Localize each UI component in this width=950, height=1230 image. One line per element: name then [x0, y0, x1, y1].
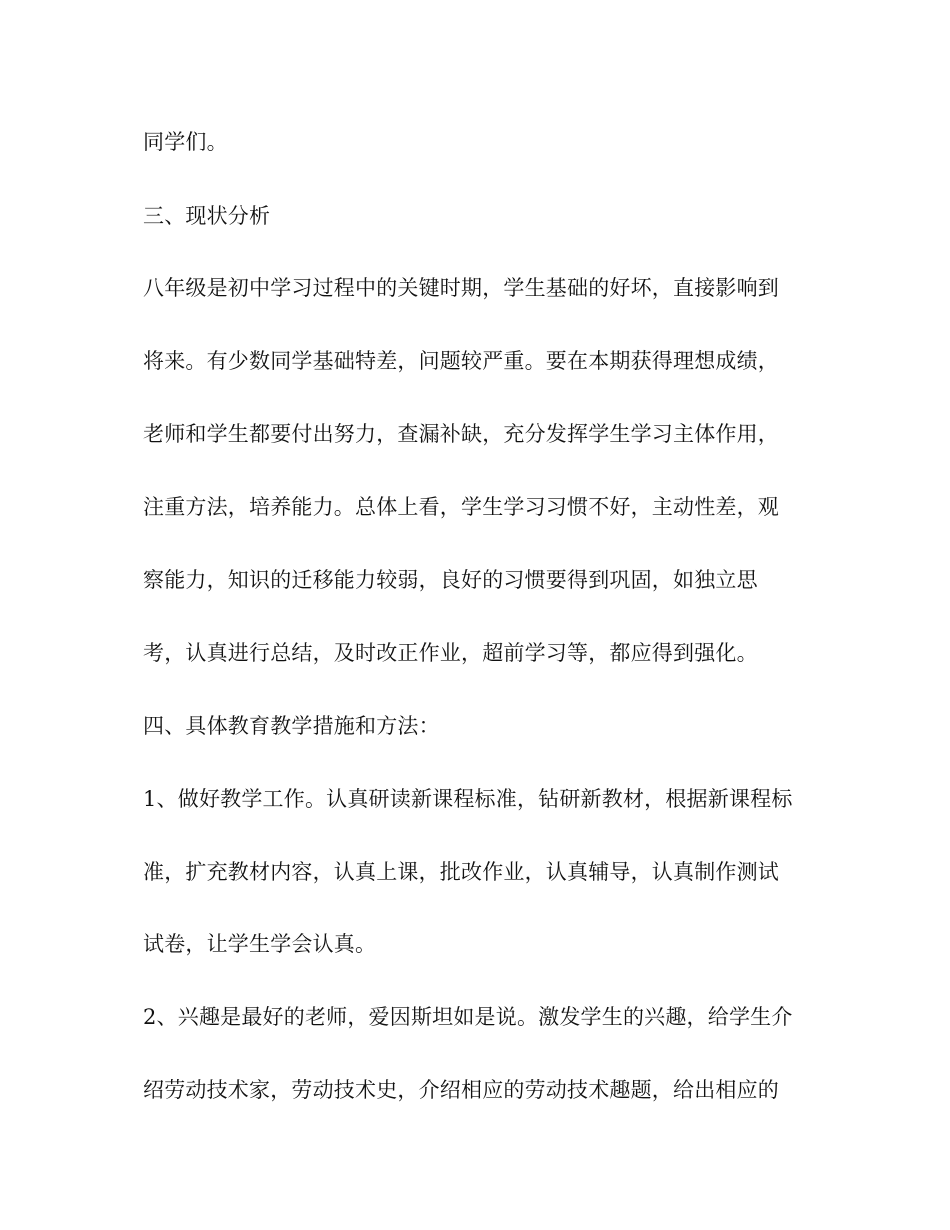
- section-heading: 四、具体教育教学措施和方法：: [143, 714, 440, 738]
- text-line: 注重方法，培养能力。总体上看，学生学习习惯不好，主动性差，观: [143, 495, 779, 519]
- text-line: 察能力，知识的迁移能力较弱，良好的习惯要得到巩固，如独立思: [143, 568, 758, 592]
- text-line: 2、兴趣是最好的老师，爱因斯坦如是说。激发学生的兴趣，给学生介: [143, 1005, 793, 1029]
- text-line: 1、做好教学工作。认真研读新课程标准，钻研新教材，根据新课程标: [143, 787, 793, 811]
- text-line: 绍劳动技术家，劳动技术史，介绍相应的劳动技术趣题，给出相应的: [143, 1078, 779, 1102]
- text-line: 将来。有少数同学基础特差，问题较严重。要在本期获得理想成绩，: [143, 349, 779, 373]
- section-heading: 三、现状分析: [143, 204, 271, 228]
- text-line: 考，认真进行总结，及时改正作业，超前学习等，都应得到强化。: [143, 641, 758, 665]
- text-line: 同学们。: [143, 130, 228, 154]
- text-line: 老师和学生都要付出努力，查漏补缺，充分发挥学生学习主体作用，: [143, 422, 779, 446]
- text-line: 试卷，让学生学会认真。: [143, 932, 377, 956]
- text-line: 八年级是初中学习过程中的关键时期，学生基础的好坏，直接影响到: [143, 276, 779, 300]
- text-line: 准，扩充教材内容，认真上课，批改作业，认真辅导，认真制作测试: [143, 860, 779, 884]
